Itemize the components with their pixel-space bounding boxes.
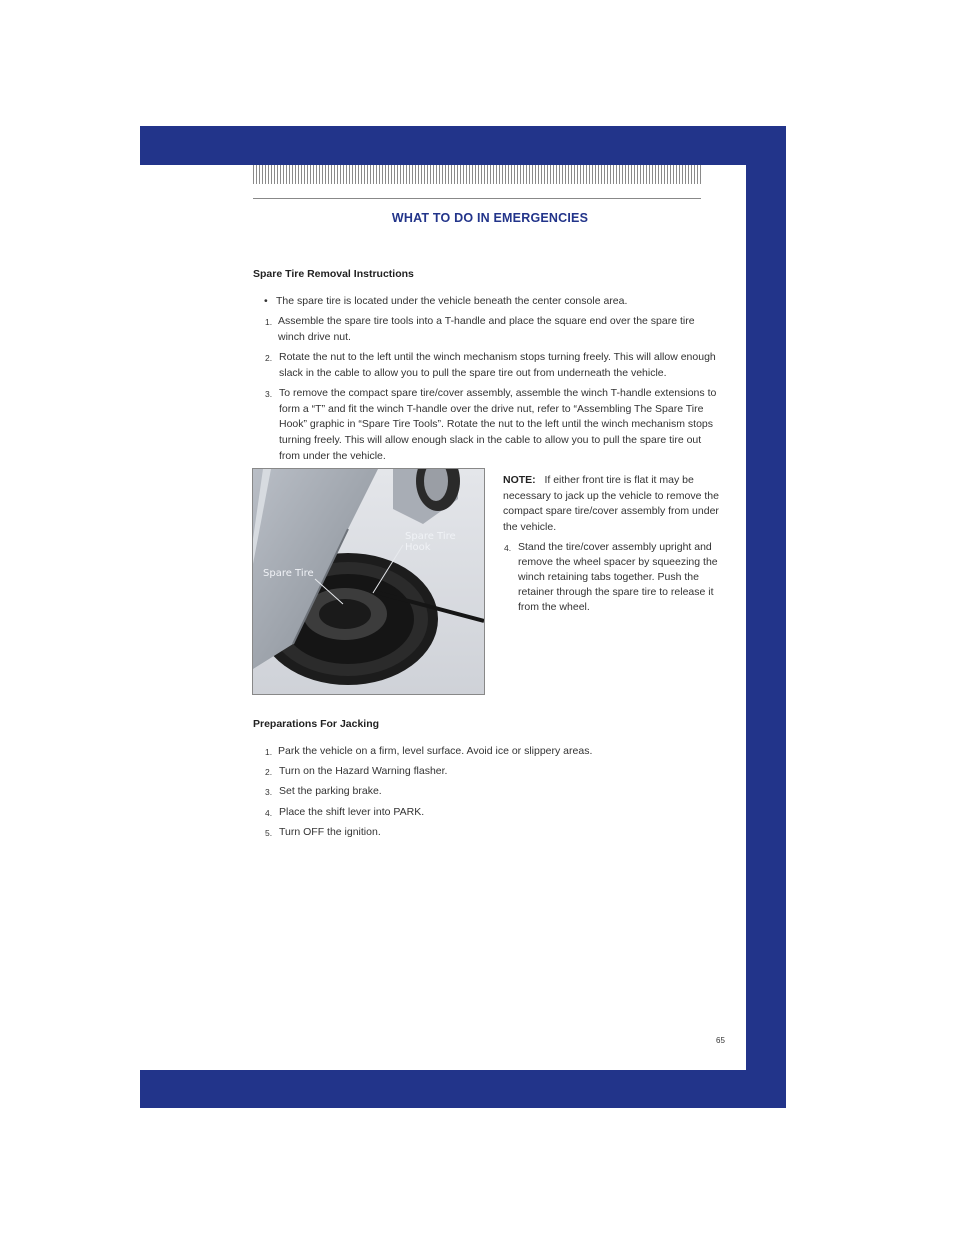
header-tick (664, 165, 665, 184)
header-tick (253, 165, 254, 184)
header-tick (421, 165, 422, 184)
step-3-line: from under the vehicle. (279, 450, 386, 462)
header-tick (469, 165, 470, 184)
header-tick (562, 165, 563, 184)
header-tick (583, 165, 584, 184)
header-tick (667, 165, 668, 184)
header-rule (253, 198, 701, 199)
header-tick (358, 165, 359, 184)
header-tick (589, 165, 590, 184)
header-tick (283, 165, 284, 184)
header-tick (658, 165, 659, 184)
step-number: 3. (265, 787, 273, 797)
header-tick (511, 165, 512, 184)
header-tick (604, 165, 605, 184)
header-tick (634, 165, 635, 184)
header-tick (280, 165, 281, 184)
header-tick (361, 165, 362, 184)
header-tick (529, 165, 530, 184)
note-first-line (503, 473, 694, 489)
header-tick (613, 165, 614, 184)
header-tick (262, 165, 263, 184)
header-tick (403, 165, 404, 184)
header-tick (418, 165, 419, 184)
header-tick (328, 165, 329, 184)
header-tick (310, 165, 311, 184)
header-tick (460, 165, 461, 184)
header-tick (622, 165, 623, 184)
header-tick (505, 165, 506, 184)
header-tick (637, 165, 638, 184)
header-tick (256, 165, 257, 184)
header-tick (475, 165, 476, 184)
header-tick (643, 165, 644, 184)
spare-tire-illustration (253, 469, 484, 694)
header-tick (334, 165, 335, 184)
header-tick (610, 165, 611, 184)
jacking-step: Set the parking brake. (279, 785, 382, 797)
note-line: compact spare tire/cover assembly from under (503, 505, 719, 517)
header-tick (595, 165, 596, 184)
header-tick (577, 165, 578, 184)
header-tick (274, 165, 275, 184)
header-tick (271, 165, 272, 184)
header-tick (673, 165, 674, 184)
header-tick (544, 165, 545, 184)
header-tick (415, 165, 416, 184)
header-tick (547, 165, 548, 184)
step-4-line: winch retaining tabs together. Push the (518, 571, 699, 583)
photo-label-tire: Spare Tire (263, 568, 314, 579)
header-tick (616, 165, 617, 184)
header-tick (445, 165, 446, 184)
step-number: 1. (265, 317, 273, 327)
header-tick (424, 165, 425, 184)
header-tick (514, 165, 515, 184)
step-number: 4. (504, 543, 512, 553)
header-tick-bar (253, 165, 703, 184)
header-tick (349, 165, 350, 184)
header-tick (400, 165, 401, 184)
step-number: 2. (265, 767, 273, 777)
page-number: 65 (716, 1036, 725, 1045)
jacking-heading: Preparations For Jacking (253, 718, 380, 730)
step-number: 1. (265, 747, 273, 757)
header-tick (694, 165, 695, 184)
step-3-line: turning freely. This will allow enough slack in the cable to allow you to pull the spare tire out (279, 434, 702, 446)
header-tick (295, 165, 296, 184)
header-tick (700, 165, 701, 184)
header-tick (526, 165, 527, 184)
header-tick (352, 165, 353, 184)
header-tick (451, 165, 452, 184)
step-1-line: winch drive nut. (278, 331, 351, 343)
header-tick (289, 165, 290, 184)
photo-label-hook-line: Hook (405, 542, 431, 553)
header-tick (598, 165, 599, 184)
header-tick (355, 165, 356, 184)
spare-tire-photo (252, 468, 485, 695)
header-tick (340, 165, 341, 184)
header-tick (394, 165, 395, 184)
header-tick (436, 165, 437, 184)
header-tick (517, 165, 518, 184)
header-tick (556, 165, 557, 184)
step-3-line: Hook” graphic in “Spare Tire Tools”. Rotate the nut to the left until the winch mechanism stops (279, 418, 714, 430)
header-tick (619, 165, 620, 184)
header-tick (316, 165, 317, 184)
header-tick (685, 165, 686, 184)
header-tick (277, 165, 278, 184)
header-tick (487, 165, 488, 184)
header-tick (367, 165, 368, 184)
header-tick (691, 165, 692, 184)
note-line: the vehicle. (503, 521, 557, 533)
jacking-step: Turn on the Hazard Warning flasher. (279, 765, 448, 777)
header-tick (535, 165, 536, 184)
header-tick (406, 165, 407, 184)
header-tick (385, 165, 386, 184)
header-tick (670, 165, 671, 184)
header-tick (301, 165, 302, 184)
header-tick (682, 165, 683, 184)
header-tick (331, 165, 332, 184)
note-line: If either front tire is flat it may be (544, 474, 694, 486)
header-tick (304, 165, 305, 184)
header-tick (454, 165, 455, 184)
header-tick (679, 165, 680, 184)
header-tick (370, 165, 371, 184)
header-tick (346, 165, 347, 184)
header-tick (430, 165, 431, 184)
header-tick (565, 165, 566, 184)
photo-label-hook (405, 531, 456, 553)
header-tick (268, 165, 269, 184)
step-number: 2. (265, 353, 273, 363)
header-tick (661, 165, 662, 184)
header-tick (337, 165, 338, 184)
section-title: WHAT TO DO IN EMERGENCIES (391, 211, 589, 225)
header-tick (499, 165, 500, 184)
header-tick (490, 165, 491, 184)
header-tick (448, 165, 449, 184)
header-tick (313, 165, 314, 184)
header-tick (538, 165, 539, 184)
header-tick (508, 165, 509, 184)
header-tick (325, 165, 326, 184)
header-tick (559, 165, 560, 184)
header-tick (628, 165, 629, 184)
header-tick (592, 165, 593, 184)
header-tick (322, 165, 323, 184)
note-line: necessary to jack up the vehicle to remove the (503, 490, 719, 502)
spare-tire-heading: Spare Tire Removal Instructions (253, 268, 414, 280)
header-tick (412, 165, 413, 184)
note-label: NOTE: (503, 474, 536, 486)
photo-label-hook-line: Spare Tire (405, 531, 456, 542)
header-tick (388, 165, 389, 184)
header-tick (493, 165, 494, 184)
header-tick (457, 165, 458, 184)
header-tick (466, 165, 467, 184)
header-tick (655, 165, 656, 184)
header-tick (520, 165, 521, 184)
header-tick (607, 165, 608, 184)
header-tick (502, 165, 503, 184)
header-tick (379, 165, 380, 184)
header-tick (259, 165, 260, 184)
header-tick (697, 165, 698, 184)
header-tick (676, 165, 677, 184)
header-tick (553, 165, 554, 184)
header-tick (292, 165, 293, 184)
header-tick (298, 165, 299, 184)
step-4-line: retainer through the spare tire to release it (518, 586, 714, 598)
header-tick (541, 165, 542, 184)
jacking-step: Park the vehicle on a firm, level surface. Avoid ice or slippery areas. (278, 745, 593, 757)
header-tick (463, 165, 464, 184)
header-tick (601, 165, 602, 184)
bullet-marker: • (264, 295, 268, 307)
header-tick (472, 165, 473, 184)
jacking-step: Turn OFF the ignition. (279, 826, 381, 838)
jacking-step: Place the shift lever into PARK. (279, 806, 425, 818)
step-2-line: Rotate the nut to the left until the winch mechanism stops turning freely. This will allow enough (279, 351, 716, 363)
header-tick (427, 165, 428, 184)
step-2-line: slack in the cable to allow you to pull the spare tire out from underneath the vehicle. (279, 367, 667, 379)
header-tick (649, 165, 650, 184)
header-tick (307, 165, 308, 184)
header-tick (397, 165, 398, 184)
header-tick (484, 165, 485, 184)
header-tick (364, 165, 365, 184)
step-number: 3. (265, 389, 273, 399)
header-tick (343, 165, 344, 184)
step-3-line: To remove the compact spare tire/cover assembly, assemble the winch T-handle extensions to (279, 387, 717, 399)
header-tick (439, 165, 440, 184)
bullet-text: The spare tire is located under the vehicle beneath the center console area. (276, 295, 628, 307)
header-tick (409, 165, 410, 184)
header-tick (373, 165, 374, 184)
step-3-line: form a “T” and fit the winch T-handle over the drive nut, refer to “Assembling The Spare Tire (279, 403, 704, 415)
header-tick (532, 165, 533, 184)
header-tick (550, 165, 551, 184)
header-tick (631, 165, 632, 184)
header-tick (382, 165, 383, 184)
header-tick (625, 165, 626, 184)
header-tick (580, 165, 581, 184)
step-number: 4. (265, 808, 273, 818)
header-tick (568, 165, 569, 184)
header-tick (478, 165, 479, 184)
header-tick (652, 165, 653, 184)
header-tick (319, 165, 320, 184)
header-tick (391, 165, 392, 184)
header-tick (442, 165, 443, 184)
header-tick (571, 165, 572, 184)
header-tick (640, 165, 641, 184)
step-4-line: from the wheel. (518, 601, 590, 613)
header-tick (688, 165, 689, 184)
header-tick (646, 165, 647, 184)
header-tick (496, 165, 497, 184)
header-tick (574, 165, 575, 184)
header-tick (286, 165, 287, 184)
step-number: 5. (265, 828, 273, 838)
header-tick (265, 165, 266, 184)
step-4-line: Stand the tire/cover assembly upright and (518, 541, 712, 553)
step-1-line: Assemble the spare tire tools into a T-handle and place the square end over the spare tire (278, 315, 695, 327)
header-tick (481, 165, 482, 184)
header-tick (376, 165, 377, 184)
header-tick (586, 165, 587, 184)
step-4-line: remove the wheel spacer by squeezing the (518, 556, 718, 568)
header-tick (433, 165, 434, 184)
header-tick (523, 165, 524, 184)
